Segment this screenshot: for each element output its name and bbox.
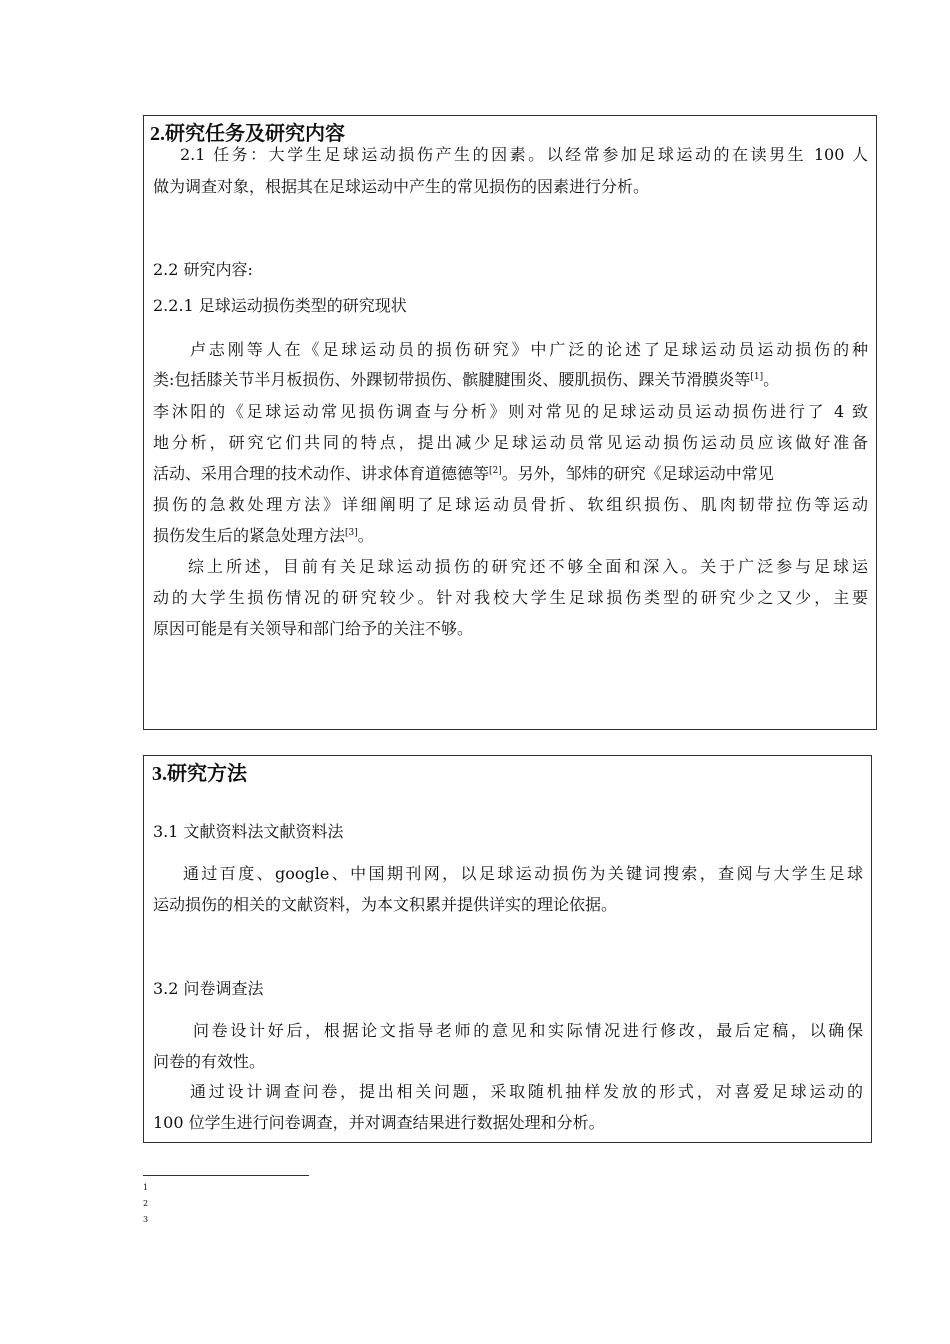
task-line-2: 做为调查对象，根据其在足球运动中产生的常见损伤的因素进行分析。 bbox=[153, 177, 650, 196]
footnote-3: 3 bbox=[143, 1215, 149, 1224]
para1-line-6: 损伤的急救处理方法》详细阐明了足球运动员骨折、软组织损伤、肌肉韧带拉伤等运动 bbox=[153, 495, 868, 514]
task-line-1: 2.1 任务：大学生足球运动损伤产生的因素。以经常参加足球运动的在读男生 100 人 bbox=[180, 145, 868, 164]
method-1-line-1: 通过百度、google、中国期刊网，以足球运动损伤为关键词搜索，查阅与大学生足球 bbox=[183, 864, 863, 883]
para1-line-7: 损伤发生后的紧急处理方法[3]。 bbox=[153, 526, 374, 545]
para2-line-3: 原因可能是有关领导和部门给予的关注不够。 bbox=[153, 619, 474, 638]
section-2-heading: 2.研究任务及研究内容 bbox=[150, 123, 345, 145]
citation-2[interactable]: [2] bbox=[489, 466, 502, 476]
section-3-heading: 3.研究方法 bbox=[152, 763, 247, 785]
para1-line-2: 类:包括膝关节半月板损伤、外踝韧带损伤、髌腱腱围炎、腰肌损伤、踝关节滑膜炎等[1]。 bbox=[153, 370, 780, 389]
method-2-para1-line-1: 问卷设计好后，根据论文指导老师的意见和实际情况进行修改，最后定稿，以确保 bbox=[193, 1021, 863, 1040]
subsection-heading: 2.2.1 足球运动损伤类型的研究现状 bbox=[153, 296, 407, 315]
method-1-heading: 3.1 文献资料法文献资料法 bbox=[153, 822, 344, 841]
footnote-1: 1 bbox=[143, 1183, 149, 1192]
citation-3[interactable]: [3] bbox=[345, 528, 358, 538]
para1-line-5: 活动、采用合理的技术动作、讲求体育道德德等[2]。另外，邹炜的研究《足球运动中常见 bbox=[153, 464, 774, 483]
para1-line-1: 卢志刚等人在《足球运动员的损伤研究》中广泛的论述了足球运动员运动损伤的种 bbox=[190, 340, 868, 359]
method-1-line-2: 运动损伤的相关的文献资料，为本文积累并提供详实的理论依据。 bbox=[153, 895, 618, 914]
footnote-separator bbox=[143, 1175, 309, 1176]
para2-line-1: 综上所述，目前有关足球运动损伤的研究还不够全面和深入。关于广泛参与足球运 bbox=[188, 557, 868, 576]
method-2-para2-line-1: 通过设计调查问卷，提出相关问题，采取随机抽样发放的形式，对喜爱足球运动的 bbox=[190, 1082, 863, 1101]
method-2-heading: 3.2 问卷调查法 bbox=[153, 979, 264, 998]
citation-1[interactable]: [1] bbox=[750, 372, 764, 382]
para1-line-3: 李沐阳的《足球运动常见损伤调查与分析》则对常见的足球运动员运动损伤进行了 4 致 bbox=[153, 402, 868, 421]
content-heading: 2.2 研究内容: bbox=[153, 260, 253, 279]
para2-line-2: 动的大学生损伤情况的研究较少。针对我校大学生足球损伤类型的研究少之又少，主要 bbox=[153, 588, 868, 607]
method-2-para1-line-2: 问卷的有效性。 bbox=[153, 1052, 266, 1071]
para1-line-4: 地分析，研究它们共同的特点，提出减少足球运动员常见运动损伤运动员应该做好准备 bbox=[153, 433, 868, 452]
method-2-para2-line-2: 100 位学生进行问卷调查，并对调查结果进行数据处理和分析。 bbox=[153, 1113, 605, 1132]
footnote-2: 2 bbox=[143, 1199, 149, 1208]
